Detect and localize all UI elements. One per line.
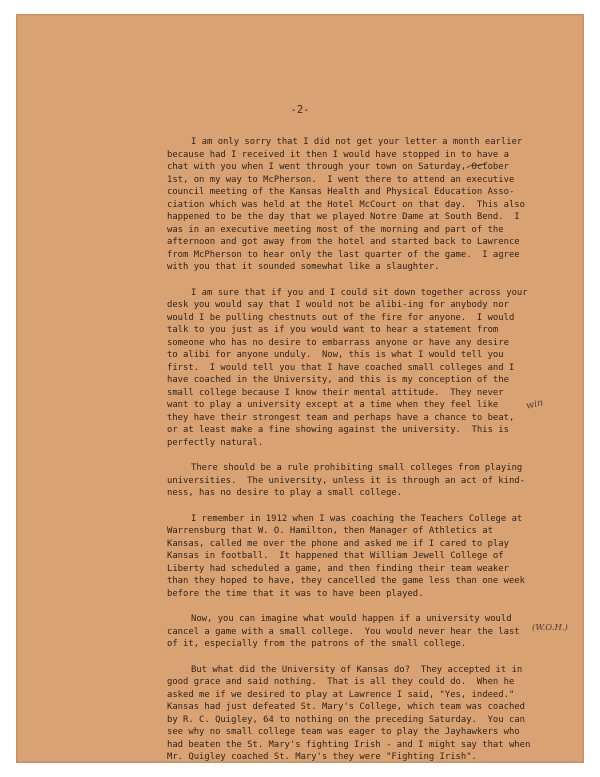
text-line: Mr. Quigley coached St. Mary's they were "Fighting Irish". [167, 752, 477, 762]
page-number: -2- [290, 104, 310, 116]
text-line: or at least make a fine showing against the university. This is [167, 425, 509, 435]
text-line: good grace and said nothing. That is all they could do. When he [167, 677, 515, 687]
text-line: universities. The university, unless it is through an act of kind- [167, 475, 525, 486]
text-line: But what did the University of Kansas do? They accepted it in [191, 664, 523, 675]
text-line: by R. C. Quigley, 64 to nothing on the preceding Saturday. You can [167, 714, 525, 725]
handwritten-annotation-initials: (W.O.H.) [532, 623, 568, 633]
text-line: of it, especially from the patrons of the small college. [167, 639, 467, 649]
text-line: I am only sorry that I did not get your letter a month earlier [191, 137, 523, 147]
text-line: Liberty had scheduled a game, and then finding their team weaker [167, 563, 509, 574]
text-line: happened to be the day that we played Notre Dame at South Bend. I [167, 212, 520, 222]
text-line: from McPherson to hear only the last quarter of the game. I agree [167, 249, 520, 260]
text-line: ness, has no desire to play a small college. [167, 488, 403, 498]
paragraph [167, 613, 572, 651]
text-line: There should be a rule prohibiting small colleges from playing [191, 463, 523, 473]
text-line: desk you would say that I would not be alibi-ing for anybody nor [167, 300, 509, 310]
text-line: because had I received it then I would have stopped in to have a [167, 149, 509, 160]
letter-page [17, 15, 583, 762]
text-line: talk to you just as if you would want to hear a statement from [167, 325, 499, 335]
text-line: they have their strongest team and perhaps have a chance to beat, [167, 412, 515, 423]
text-line: someone who has no desire to embarrass anyone or have any desire [167, 337, 509, 348]
text-line: perfectly natural. [167, 437, 264, 448]
text-line: council meeting of the Kansas Health and Physical Education Asso- [167, 187, 515, 197]
text-line: want to play a university except at a time when they feel like [167, 400, 499, 410]
paragraph [167, 664, 572, 764]
letter-body [167, 136, 572, 777]
text-line: I remember in 1912 when I was coaching the Teachers College at [191, 513, 523, 524]
text-line: first. I would tell you that I have coached small colleges and I [167, 362, 515, 373]
text-line: small college because I know their mental attitude. They never [167, 387, 504, 398]
paragraph [167, 287, 572, 450]
text-line: had beaten the St. Mary's fighting Irish - and I might say that when [167, 739, 531, 750]
paragraph [167, 513, 572, 601]
text-line: Kansas in football. It happened that William Jewell College of [167, 551, 504, 561]
paragraph [167, 136, 572, 274]
text-line: than they hoped to have, they cancelled the game less than one week [167, 576, 525, 586]
text-line: have coached in the University, and this is my conception of the [167, 375, 509, 385]
handwritten-annotation-win: win [525, 397, 545, 412]
handwritten-correction-mark [466, 160, 488, 170]
text-line: cancel a game with a small college. You would never hear the last [167, 626, 520, 637]
text-line: 1st, on my way to McPherson. I went there to attend an executive [167, 174, 515, 185]
text-line: chat with you when I went through your town on Saturday, October [167, 162, 509, 172]
text-line: Warrensburg that W. O. Hamilton, then Manager of Athletics at [167, 526, 493, 536]
paragraph [167, 462, 572, 500]
text-line: I am sure that if you and I could sit down together across your [191, 287, 528, 298]
text-line: would I be pulling chestnuts out of the fire for anyone. I would [167, 312, 515, 323]
text-line: Kansas, called me over the phone and asked me if I cared to play [167, 538, 509, 549]
text-line: ciation which was held at the Hotel McCourt on that day. This also [167, 199, 525, 210]
text-line: Now, you can imagine what would happen if a university would [191, 614, 512, 624]
text-line: before the time that it was to have been played. [167, 588, 424, 599]
text-line: with you that it sounded somewhat like a slaughter. [167, 262, 440, 272]
text-line: was in an executive meeting most of the morning and part of the [167, 224, 504, 235]
text-line: asked me if we desired to play at Lawrence I said, "Yes, indeed." [167, 689, 515, 700]
text-line: to alibi for anyone unduly. Now, this is what I would tell you [167, 350, 504, 360]
text-line: Kansas had just defeated St. Mary's College, which team was coached [167, 702, 525, 712]
text-line: afternoon and got away from the hotel and started back to Lawrence [167, 237, 520, 247]
text-line: see why no small college team was eager to play the Jayhawkers who [167, 727, 520, 737]
